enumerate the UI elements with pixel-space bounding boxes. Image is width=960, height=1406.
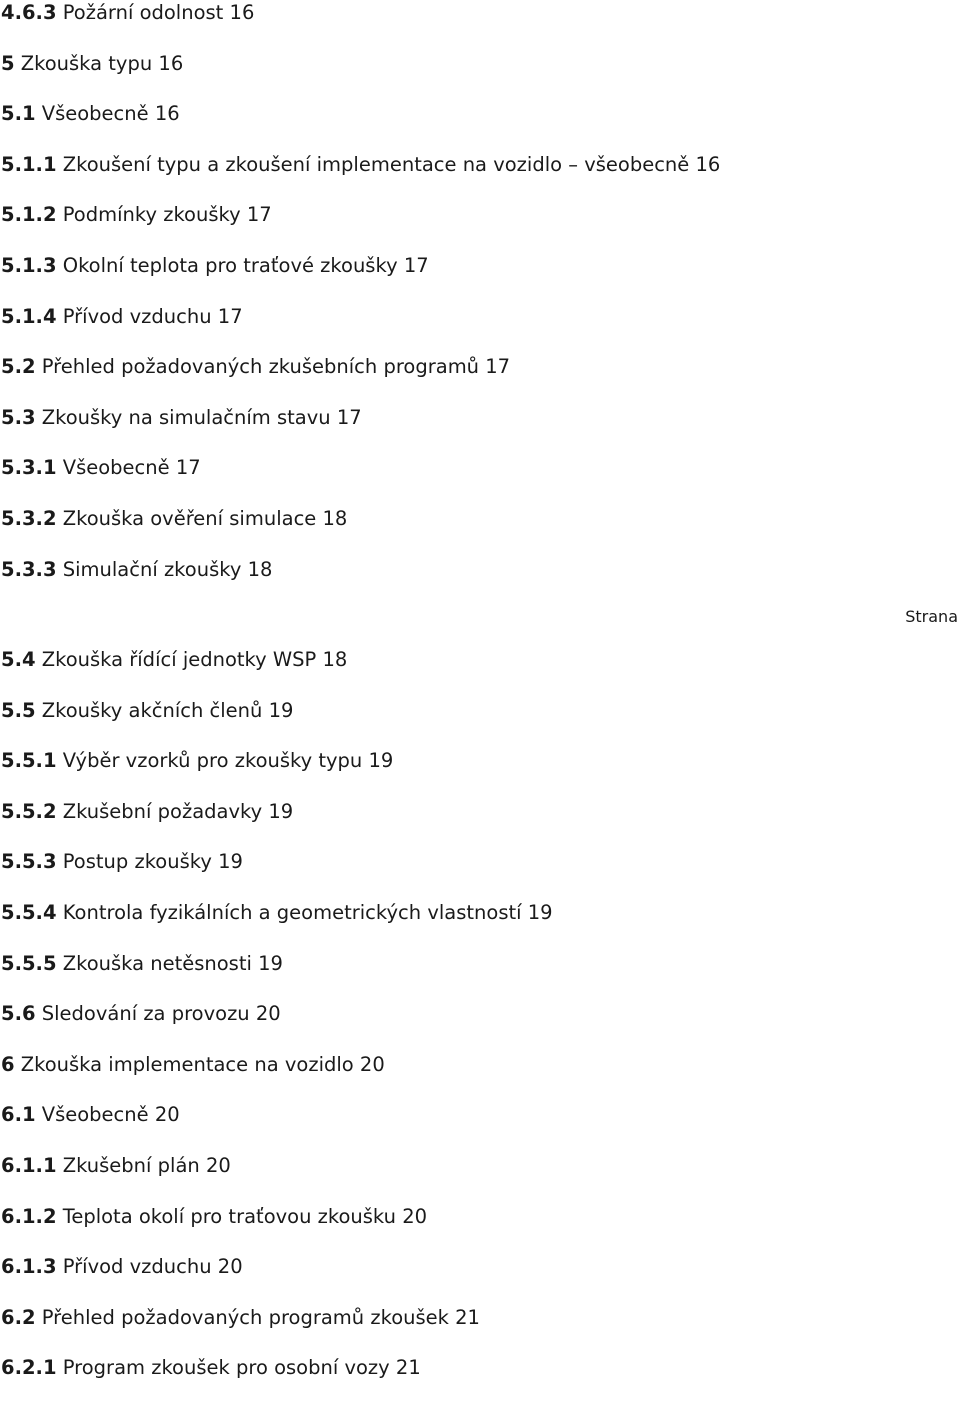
toc-entry[interactable] (0, 253, 960, 304)
toc-entry-title: Všeobecně (41, 1103, 149, 1127)
toc-entry-title: Přehled požadovaných zkušebních programů (41, 355, 480, 379)
toc-entry-page-number: 18 (322, 648, 348, 671)
toc-entry-title: Zkouška řídící jednotky WSP (41, 648, 317, 671)
toc-entry-page-number: 16 (695, 152, 721, 176)
toc-entry-title: Přívod vzduchu (62, 304, 212, 328)
toc-entry-number: 5.5.1 (1, 749, 57, 773)
toc-entry-number: 5 (1, 51, 15, 75)
toc-entry-title: Zkoušení typu a zkoušení implementace na vozidlo – všeobecně (62, 152, 690, 176)
toc-entry[interactable] (0, 101, 960, 152)
toc-entry-title: Zkoušky akčních členů (41, 698, 263, 722)
toc-entry-title: Výběr vzorků pro zkoušky typu (62, 749, 363, 773)
toc-entry-number: 6 (1, 1052, 15, 1076)
toc-entry-page-number: 21 (455, 1305, 480, 1329)
toc-entry-title: Postup zkoušky (62, 850, 212, 874)
toc-entry-number: 5.5.4 (1, 900, 57, 924)
toc-entry[interactable] (0, 1102, 960, 1153)
toc-entry[interactable] (0, 405, 960, 456)
toc-entry-page-number: 16 (229, 1, 255, 24)
toc-entry-title: Kontrola fyzikálních a geometrických vlastností (62, 900, 522, 924)
toc-entry[interactable] (0, 1001, 960, 1052)
toc-entry-number: 6.1.2 (1, 1204, 57, 1228)
toc-entry-page-number: 19 (368, 749, 394, 773)
toc-entry-page-number: 20 (255, 1002, 281, 1026)
toc-entry-page-number: 19 (268, 698, 294, 722)
toc-entry-number: 5.5.3 (1, 850, 57, 874)
toc-entry-number: 5.3.2 (1, 506, 57, 530)
toc-entry-page-number: 19 (268, 799, 294, 823)
toc-entry-page-number: 16 (158, 51, 184, 75)
toc-entry-title: Zkoušky na simulačním stavu (41, 405, 331, 429)
toc-entry[interactable] (0, 506, 960, 557)
toc-entry-number: 5.1.2 (1, 203, 57, 227)
toc-entry-page-number: 20 (402, 1204, 428, 1228)
toc-entry-page-number: 20 (359, 1052, 385, 1076)
toc-entry-title: Přívod vzduchu (62, 1255, 212, 1279)
toc-entry[interactable] (0, 51, 960, 102)
toc-entry[interactable] (0, 557, 960, 608)
toc-entry[interactable] (0, 748, 960, 799)
toc-entry-number: 5.1.1 (1, 152, 57, 176)
toc-entry[interactable] (0, 202, 960, 253)
toc-entry-page-number: 16 (154, 102, 180, 126)
toc-entry[interactable] (0, 698, 960, 749)
toc-entry-number: 5.2 (1, 355, 36, 379)
toc-entry-number: 5.1 (1, 102, 36, 126)
toc-entry-number: 5.3.3 (1, 557, 57, 581)
toc-entry[interactable] (0, 1355, 960, 1406)
toc-entry[interactable] (0, 799, 960, 850)
toc-entry-title: Zkušební požadavky (62, 799, 263, 823)
toc-entry[interactable] (0, 1204, 960, 1255)
toc-entry-title: Podmínky zkoušky (62, 203, 241, 227)
toc-entry-number: 5.3.1 (1, 456, 57, 480)
toc-entry-number: 5.5.5 (1, 951, 57, 975)
toc-entry[interactable] (0, 951, 960, 1002)
toc-entry[interactable] (0, 1052, 960, 1103)
toc-entry-page-number: 17 (175, 456, 201, 480)
toc-entry-page-number: 19 (258, 951, 283, 975)
toc-entry-page-number: 19 (527, 900, 553, 924)
toc-entry-page-number: 18 (247, 557, 273, 581)
toc-entry-page-number: 19 (218, 850, 243, 874)
toc-entry-page-number: 21 (395, 1356, 421, 1380)
toc-entry-page-number: 17 (336, 405, 362, 429)
toc-entry-title: Přehled požadovaných programů zkoušek (41, 1305, 449, 1329)
toc-entry-number: 5.3 (1, 405, 36, 429)
toc-entry[interactable] (0, 647, 960, 698)
toc-entry-title: Simulační zkoušky (62, 557, 242, 581)
toc-entry-page-number: 20 (205, 1153, 231, 1177)
toc-entry-title: Všeobecně (62, 456, 170, 480)
toc-entry[interactable] (0, 1153, 960, 1204)
toc-entry-page-number: 17 (246, 203, 272, 227)
toc-entry-page-number: 20 (217, 1255, 243, 1279)
toc-entry[interactable] (0, 455, 960, 506)
toc-entry-page-number: 17 (403, 253, 429, 277)
toc-section-lower (0, 647, 960, 1406)
toc-entry-title: Zkouška typu (20, 51, 153, 75)
toc-entry-page-number: 17 (485, 355, 511, 379)
toc-entry-title: Zkouška ověření simulace (62, 506, 317, 530)
toc-entry-number: 6.1.3 (1, 1255, 57, 1279)
toc-entry-page-number: 18 (322, 506, 348, 530)
toc-entry-title: Všeobecně (41, 102, 149, 126)
toc-entry-title: Zkušební plán (62, 1153, 200, 1177)
toc-entry-page-number: 20 (154, 1103, 180, 1127)
toc-entry-number: 6.2 (1, 1305, 36, 1329)
toc-entry-title: Okolní teplota pro traťové zkoušky (62, 253, 398, 277)
toc-entry[interactable] (0, 354, 960, 405)
toc-entry-number: 5.5.2 (1, 799, 57, 823)
toc-entry-title: Sledování za provozu (41, 1002, 250, 1026)
page-column-label: Strana (905, 607, 958, 626)
toc-entry[interactable] (0, 1254, 960, 1305)
toc-entry[interactable] (0, 1305, 960, 1356)
toc-entry[interactable] (0, 0, 960, 51)
toc-entry-number: 4.6.3 (1, 1, 57, 24)
toc-entry-page-number: 17 (217, 304, 243, 328)
toc-entry-number: 5.1.4 (1, 304, 57, 328)
toc-entry-title: Požární odolnost (62, 1, 224, 24)
toc-entry-title: Zkouška netěsnosti (62, 951, 252, 975)
toc-entry-number: 6.1.1 (1, 1153, 57, 1177)
toc-entry-title: Zkouška implementace na vozidlo (20, 1052, 354, 1076)
toc-section-upper (0, 0, 960, 607)
toc-entry-number: 6.1 (1, 1103, 36, 1127)
toc-entry-number: 6.2.1 (1, 1356, 57, 1380)
toc-entry[interactable] (0, 152, 960, 203)
toc-entry-title: Teplota okolí pro traťovou zkoušku (62, 1204, 396, 1228)
toc-entry-title: Program zkoušek pro osobní vozy (62, 1356, 390, 1380)
toc-entry-number: 5.1.3 (1, 253, 57, 277)
toc-entry-number: 5.6 (1, 1002, 36, 1026)
toc-entry[interactable] (0, 900, 960, 951)
toc-entry-number: 5.5 (1, 698, 36, 722)
toc-entry-number: 5.4 (1, 648, 36, 671)
toc-entry[interactable] (0, 304, 960, 355)
toc-entry[interactable] (0, 849, 960, 900)
